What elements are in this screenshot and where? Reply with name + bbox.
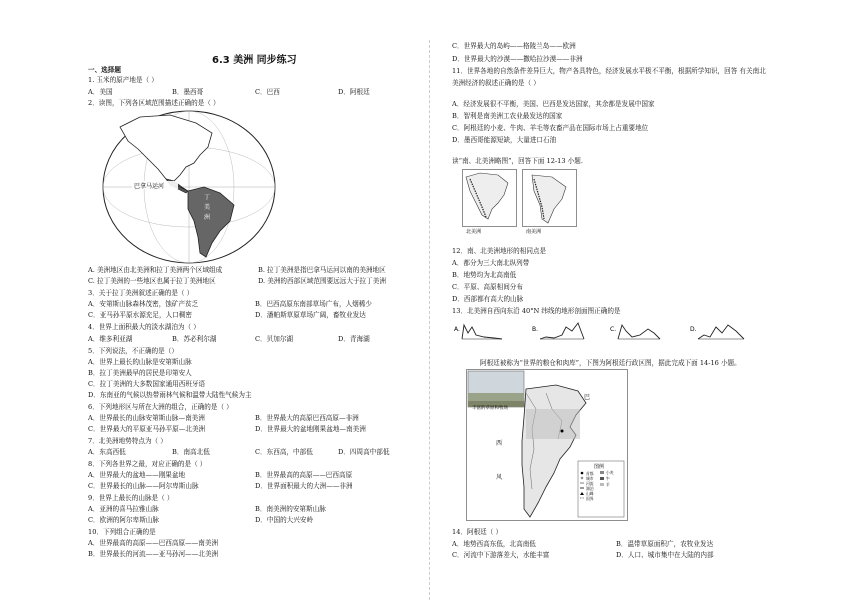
- q2-option-d: D. 美洲的西部区域范围要远远大于拉丁美洲: [258, 277, 386, 285]
- question-13: 13．北美洲自西向东沿 40°N 纬线的地形剖面图正确的是: [452, 307, 621, 315]
- q14-option-a: A．地势西高东低，北高南低: [452, 540, 536, 548]
- q5-option-a: A．世界上最长的山脉是安第斯山脉: [88, 358, 192, 366]
- map-label-ding: 丁: [204, 194, 211, 201]
- reading-prompt-14-16: 阿根廷被称为“世界的粮仓和肉库”，下图为阿根廷行政区图，据此完成下面 14-16 小题。: [480, 359, 741, 367]
- section-heading: 一、选择题: [88, 66, 121, 74]
- reading-prompt-12-13: 读“南、北美洲略图”，回答下面 12-13 小题.: [452, 157, 583, 165]
- profile-a-letter: A.: [454, 326, 460, 333]
- legend-item: 羊: [606, 482, 610, 487]
- q10-option-b: B．世界最长的河流——亚马孙河——北美洲: [88, 550, 219, 558]
- profile-d-letter: D.: [690, 326, 697, 333]
- question-11: 11．世界各地的自然条件差异巨大，物产各具特色，经济发展水平极不平衡，根据所学知识，回答 有关南北: [452, 67, 766, 75]
- question-14: 14．阿根廷（ ）: [452, 528, 503, 536]
- question-11-cont: 美洲经济的叙述正确的是（ ）: [452, 79, 540, 87]
- q6-option-b: B．世界最大的高原巴西高原—非洲: [255, 414, 359, 422]
- map-label-zhou: 洲: [204, 214, 211, 221]
- legend-title: 图例: [594, 464, 605, 470]
- q10-option-a: A．世界最高的高原——巴西高原——南美洲: [88, 539, 219, 547]
- legend-item: 首都: [586, 471, 594, 476]
- q9-option-d: D．中国的大兴安岭: [255, 516, 314, 524]
- q5-option-c: C．拉丁美洲的大多数国家通用西班牙语: [88, 380, 206, 388]
- question-7: 7．北美洲地势特点为（ ）: [88, 437, 167, 445]
- question-9: 9．世界上最长的山脉是（ ）: [88, 494, 174, 502]
- q8-option-c: C．世界最长的山脉——阿尔卑斯山脉: [88, 482, 199, 490]
- q10-option-c: C．世界最大的岛屿——格陵兰岛——欧洲: [452, 42, 576, 50]
- q7-option-d: D．四周高中部低: [338, 448, 390, 456]
- q8-option-a: A．世界最大的盆地——刚果盆地: [88, 471, 186, 479]
- map-label-mei: 美: [204, 204, 211, 211]
- q12-option-d: D．西部都有高大的山脉: [452, 295, 524, 303]
- q3-option-c: C．亚马孙平原水源充足，人口稠密: [88, 311, 192, 319]
- q4-option-c: C．贝加尔湖: [255, 335, 294, 343]
- question-8: 8．下列各世界之最，对应正确的是（ ）: [88, 460, 207, 468]
- q5-option-d: D．东南亚的气候以热带雨林气候和温带大陆性气候为主: [88, 391, 252, 399]
- q4-option-a: A．维多利亚湖: [88, 335, 133, 343]
- na-caption: 北美洲: [466, 229, 482, 235]
- q9-option-a: A．亚洲的喜马拉雅山脉: [88, 505, 159, 513]
- legend-item: 小麦: [606, 470, 614, 475]
- question-6: 6．下列地形区与所在大洲的组合，正确的是（ ）: [88, 403, 233, 411]
- question-10: 10．下列组合正确的是: [88, 528, 156, 536]
- legend-item: 国界: [586, 496, 594, 501]
- question-5: 5．下列说法，不正确的是（）: [88, 347, 178, 355]
- q3-option-d: D．潘帕斯草原草场广阔，畜牧业发达: [255, 311, 366, 319]
- q7-option-a: A．东高西低: [88, 448, 126, 456]
- q11-option-d: D．墨西哥能源短缺，大量进口石油: [452, 136, 557, 144]
- q4-option-b: B．苏必利尔湖: [172, 335, 217, 343]
- q1-option-a: A．美国: [88, 88, 113, 96]
- q14-option-b: B．温带草原面积广，农牧业发达: [616, 540, 714, 548]
- legend-item: 河流: [586, 481, 594, 486]
- q7-option-b: B．南高北低: [172, 448, 210, 456]
- map-label-feng: 风: [496, 474, 503, 481]
- q3-option-b: B．巴西高原东南部草场广布，人烟稀少: [255, 300, 372, 308]
- q1-option-b: B．墨西哥: [172, 88, 204, 96]
- q7-option-c: C．东西高，中部低: [255, 448, 313, 456]
- q11-option-c: C．阿根廷的小麦、牛肉、羊毛等农畜产品在国际市场上占重要地位: [452, 124, 649, 132]
- q10-option-d: D．世界最大的沙漠——撒哈拉沙漠——非洲: [452, 55, 583, 63]
- q12-option-c: C．平原、高原相间分布: [452, 283, 523, 291]
- q4-option-d: D．青海湖: [338, 335, 370, 343]
- q6-option-a: A．世界最长的山脉安第斯山脉—南美洲: [88, 414, 205, 422]
- q13-profiles: [454, 317, 750, 345]
- map-label-ba: 巴: [584, 394, 591, 401]
- question-1: 1. 玉米的原产地是（ ）: [88, 76, 158, 84]
- q9-option-b: B．南美洲的安第斯山脉: [255, 505, 326, 513]
- q14-option-d: D．人口、城市集中在大陆的内部: [616, 551, 714, 559]
- profile-c-letter: C.: [610, 326, 617, 333]
- q9-option-c: C．欧洲的阿尔卑斯山脉: [88, 516, 159, 524]
- q14-option-c: C．河流中下游落差大，水能丰富: [452, 551, 550, 559]
- question-3: 3．关于拉丁美洲叙述正确的是（ ）: [88, 289, 194, 297]
- argentina-map: [466, 369, 628, 521]
- legend-item: 湖泊: [586, 486, 594, 491]
- sa-caption: 南美洲: [526, 229, 542, 235]
- question-2: 2．读图，下列各区域范围描述正确的是（ ）: [88, 99, 220, 107]
- legend-item: 城市: [586, 476, 594, 481]
- q1-option-d: D．阿根廷: [338, 88, 370, 96]
- legend-item: 牛: [606, 476, 610, 481]
- canal-label: 巴拿马运河: [134, 183, 165, 190]
- north-south-america-maps: [462, 169, 580, 235]
- q6-option-d: D．世界最大的盆地刚果盆地—南美洲: [255, 425, 366, 433]
- profile-b-letter: B.: [532, 326, 539, 333]
- q8-option-d: D．世界面积最大的大洲——非洲: [255, 482, 353, 490]
- page-title: 6.3 美洲 同步练习: [212, 55, 297, 66]
- q8-option-b: B．世界最高的高原——巴西高原: [255, 471, 353, 479]
- map-label-xi: 西: [496, 440, 503, 447]
- q11-option-a: A．经济发展很不平衡，美国、巴西是发达国家，其余都是发展中国家: [452, 100, 655, 108]
- q12-option-a: A．都分为三大南北纵列带: [452, 259, 530, 267]
- question-12: 12．南、北美洲地形的相同点是: [452, 247, 547, 255]
- q3-option-a: A．安第斯山脉森林茂密，蚀矿产贫乏: [88, 300, 199, 308]
- q1-option-c: C．巴西: [255, 88, 280, 96]
- q2-option-c: C. 拉丁美洲的一些地区也属于拉丁美洲地区: [88, 277, 216, 285]
- legend-item: 山峰: [586, 491, 594, 496]
- q5-option-b: B．拉丁美洲最早的居民是印第安人: [88, 369, 192, 377]
- inset-caption: 丰富的草原和牧场: [472, 406, 508, 411]
- question-4: 4．世界上面积最大的淡水湖泊为（ ）: [88, 323, 200, 331]
- q6-option-c: C．世界最大的平原亚马孙平原—北美洲: [88, 425, 206, 433]
- q11-option-b: B．智利是南美洲工农业最发达的国家: [452, 112, 563, 120]
- column-divider: [429, 40, 430, 600]
- americas-map: [100, 109, 278, 265]
- q2-option-a: A. 美洲地区由北美洲和拉丁美洲两个区域组成: [88, 266, 223, 274]
- q2-option-b: B. 拉丁美洲是指巴拿马运河以南的美洲地区: [258, 266, 386, 274]
- q12-option-b: B．地势均为北高南低: [452, 271, 517, 279]
